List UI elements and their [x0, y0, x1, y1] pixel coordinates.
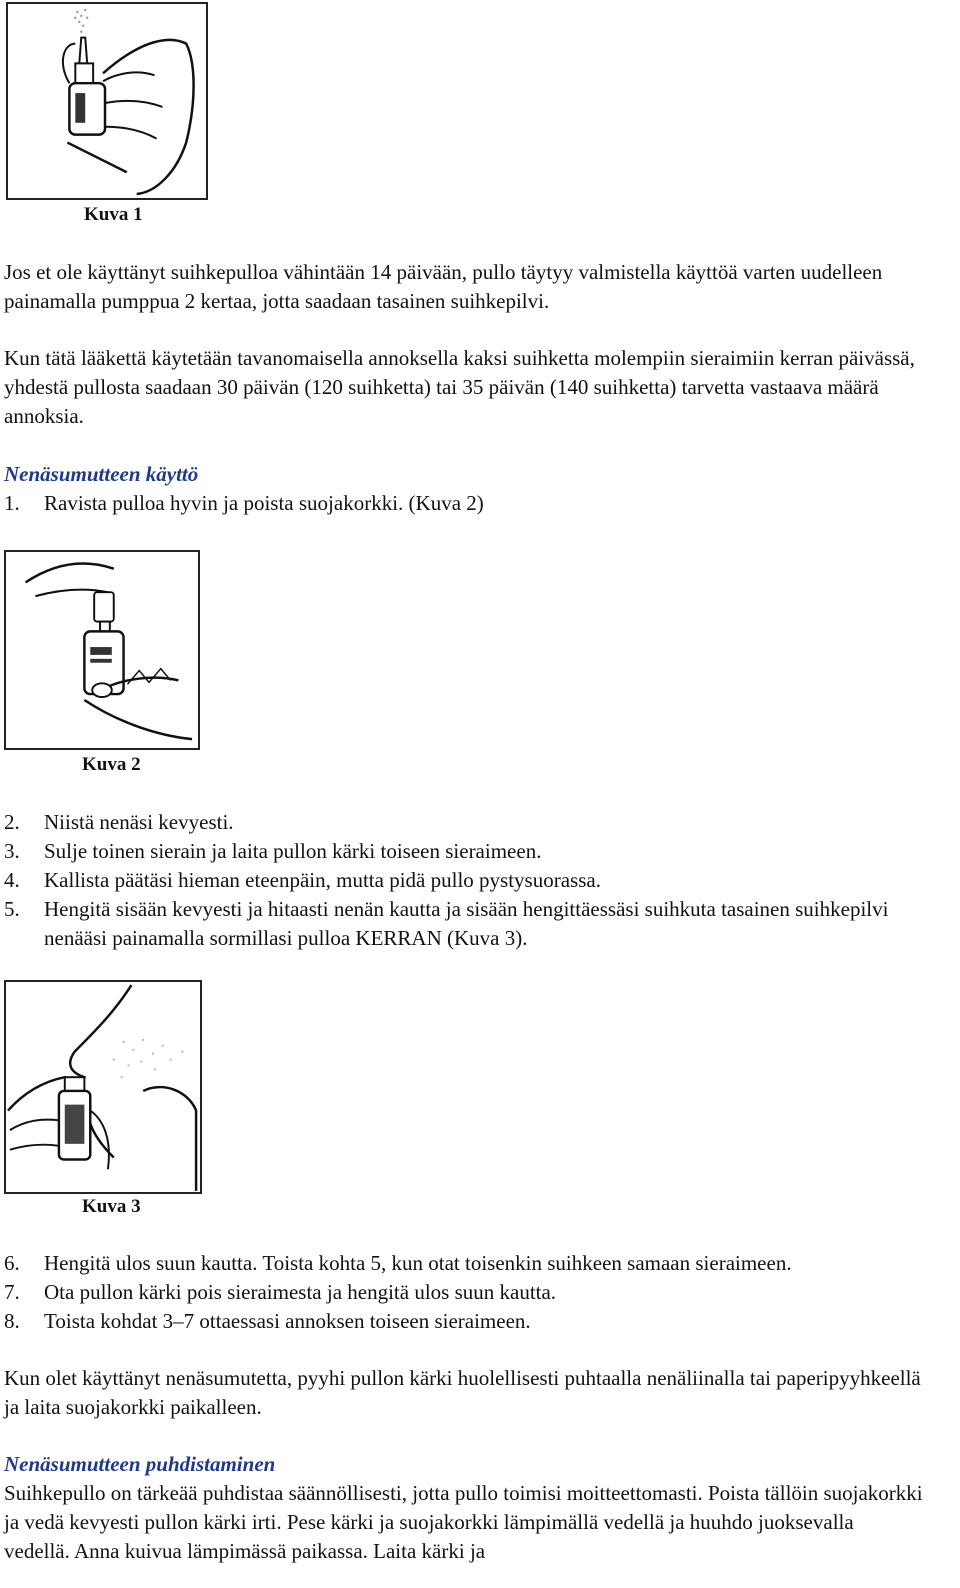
cleaning-paragraph: Suihkepullo on tärkeää puhdistaa säännöllisesti, jotta pullo toimisi moitteettomasti. Poista tällöin suojakorkki ja vedä kevyesti pullon kärki irti. Pese kärki ja suojakorkki lämpimällä vedellä ja huuhdo juoksevalla vedellä. Anna kuivua lämpimässä paikassa. Laita kärki ja — [4, 1481, 923, 1563]
step-number: 8. — [4, 1309, 20, 1333]
step-text: Hengitä sisään kevyesti ja hitaasti nenän kautta ja sisään hengittäessäsi suihkuta tasainen suihkepilvi nenääsi painamalla sormillasi pulloa KERRAN (Kuva 3). — [44, 897, 889, 950]
step-item — [4, 1307, 954, 1336]
step-item — [4, 489, 954, 518]
step-text: Hengitä ulos suun kautta. Toista kohta 5, kun otat toisenkin suihkeen samaan sieraimeen. — [44, 1251, 792, 1275]
step-number: 4. — [4, 868, 20, 892]
usage-steps-list-3 — [4, 1249, 954, 1336]
step-number: 2. — [4, 810, 20, 834]
after-use-paragraph: Kun olet käyttänyt nenäsumutetta, pyyhi pullon kärki huolellisesti puhtaalla nenäliinalla tai paperipyyhkeellä ja laita suojakorkki paikalleen. — [4, 1366, 921, 1419]
step-item — [4, 808, 954, 837]
usage-heading: Nenäsumutteen käyttö — [4, 462, 199, 486]
spray-bottle-shake-illustration — [6, 552, 198, 748]
spray-bottle-priming-illustration — [8, 4, 206, 198]
step-number: 6. — [4, 1251, 20, 1275]
figure-1-priming — [6, 2, 208, 200]
nasal-spray-use-illustration — [6, 982, 200, 1192]
step-item — [4, 837, 954, 866]
step-item — [4, 1278, 954, 1307]
figure-3-use — [4, 980, 202, 1194]
usage-steps-list-1 — [4, 489, 954, 518]
step-text: Toista kohdat 3–7 ottaessasi annoksen toiseen sieraimeen. — [44, 1309, 531, 1333]
step-text: Niistä nenäsi kevyesti. — [44, 810, 234, 834]
step-item — [4, 895, 954, 953]
step-text: Ota pullon kärki pois sieraimesta ja hengitä ulos suun kautta. — [44, 1280, 557, 1304]
step-number: 3. — [4, 839, 20, 863]
step-text: Sulje toinen sierain ja laita pullon kärki toiseen sieraimeen. — [44, 839, 542, 863]
cleaning-heading: Nenäsumutteen puhdistaminen — [4, 1452, 276, 1476]
figure-2-caption: Kuva 2 — [82, 754, 141, 775]
figure-1-caption: Kuva 1 — [84, 204, 143, 225]
dosage-paragraph: Kun tätä lääkettä käytetään tavanomaisella annoksella kaksi suihketta molempiin sieraimiin kerran päivässä, yhdestä pullosta saadaan 30 päivän (120 suihketta) tai 35 päivän (140 suihketta) tarvetta vastaava määrä annoksia. — [4, 346, 915, 428]
priming-paragraph: Jos et ole käyttänyt suihkepulloa vähintään 14 päivään, pullo täytyy valmistella käyttöä varten uudelleen painamalla pumppua 2 kertaa, jotta saadaan tasainen suihkepilvi. — [4, 260, 883, 313]
step-text: Kallista päätäsi hieman eteenpäin, mutta pidä pullo pystysuorassa. — [44, 868, 601, 892]
step-number: 5. — [4, 897, 20, 921]
step-item — [4, 866, 954, 895]
figure-2-shake — [4, 550, 200, 750]
figure-3-caption: Kuva 3 — [82, 1196, 141, 1217]
step-number: 7. — [4, 1280, 20, 1304]
usage-steps-list-2 — [4, 808, 954, 953]
step-text: Ravista pulloa hyvin ja poista suojakorkki. (Kuva 2) — [44, 491, 484, 515]
step-item — [4, 1249, 954, 1278]
step-number: 1. — [4, 491, 20, 515]
